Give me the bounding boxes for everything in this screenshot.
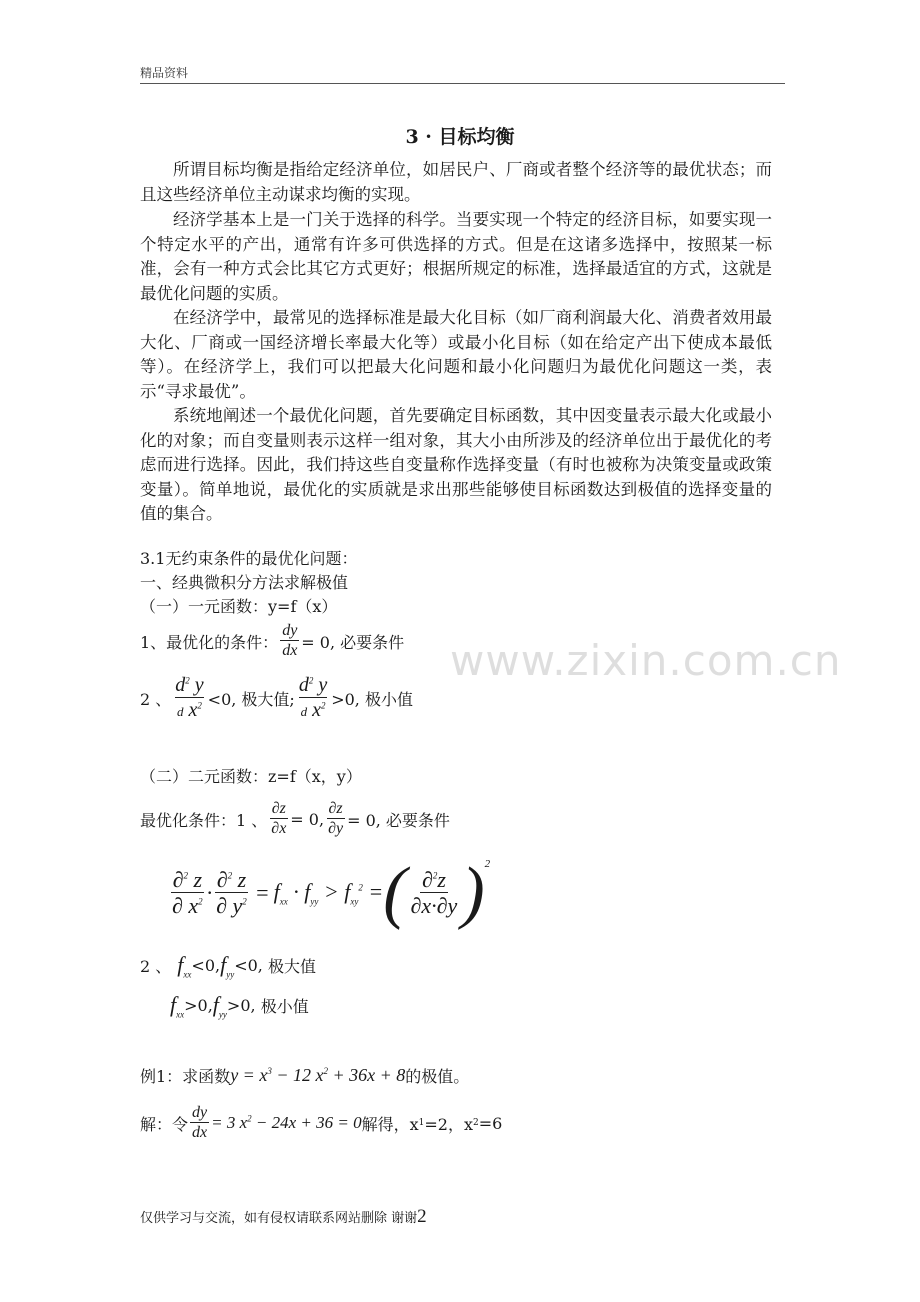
two-var-condition-suffix: = 0, 必要条件 (347, 810, 450, 830)
two-variable-heading: （二）二元函数：z=f（x，y） (140, 767, 362, 786)
max-label: 极大值 (267, 957, 316, 977)
paragraph-2: 经济学基本上是一门关于选择的科学。当要实现一个特定的经济目标，如要实现一个特定水平的产出，通常有许多可供选择的方式。但是在这诸多选择中，按照某一标准，会有一种方式会比其它方式更好；根据所规定的标准，选择最适宜的方式，这就是最优化问题的实质。 (140, 210, 772, 303)
section-title: 3 · 目标均衡 (405, 126, 515, 148)
method-heading: 一、经典微积分方法求解极值 (140, 573, 349, 592)
solution-prefix: 解：令 (140, 1114, 189, 1134)
page-header-label: 精品资料 (140, 66, 189, 80)
condition-1-suffix: = 0, 必要条件 (301, 632, 405, 652)
example-suffix: 的极值。 (405, 1067, 470, 1086)
paragraph-3: 在经济学中，最常见的选择标准是最大化目标（如厂商利润最大化、消费者效用最大化、厂商或一国经济增长率最大化等）或最小化目标（如在给定产出下使成本最低等）。在经济学上，我们可以把最大化问题和最小化问题归为最优化问题这一类，表示“寻求最优”。 (140, 308, 772, 401)
dy-dx-fraction: $\frac{dy}{dx}$ (282, 622, 298, 660)
max-condition-row: 2 、 $f_{xx}$ <0, $f_{yy}$ <0, 极大值 (140, 952, 316, 980)
solution-x2: =6 (478, 1113, 503, 1133)
header-rule (140, 83, 785, 84)
two-var-condition-prefix: 最优化条件：1 、 (140, 810, 268, 830)
subsection-heading: 3.1无约束条件的最优化问题： (140, 549, 358, 568)
page-number: 2 (417, 1206, 427, 1227)
partial-xy-fraction: $\frac{\partial^2z}{\partial x\cdot\partial y}$ (410, 866, 458, 918)
partial-xx-fraction: $\frac{\partial^2 z}{\partial x^2}$ (172, 866, 203, 918)
condition-2-min: >0, 极小值 (331, 689, 413, 709)
condition-2-max: <0, 极大值; (207, 689, 295, 709)
condition-1-prefix: 1、最优化的条件： (140, 632, 279, 652)
one-variable-heading: （一）一元函数：y=f（x） (140, 597, 338, 616)
left-paren: ( (383, 854, 407, 931)
solution-x1: =2，x (424, 1114, 474, 1134)
hessian-condition: $\frac{\partial^2 z}{\partial x^2}$ · $\frac{\partial^2 z}{\partial y^2}$ = $f_{xx} \cdot f_{yy} > f_{xy}^2$ = ( $\frac{\partial^2z}{\partial x\cdot\partial y}$ ) $^2$ (172, 854, 491, 931)
min-condition-row: $f_{xx}$ >0, $f_{yy}$ >0, 极小值 (170, 992, 309, 1020)
partial-z-x-fraction: $\frac{\partial z}{\partial x}$ (271, 800, 287, 838)
partial-z-y-fraction: $\frac{\partial z}{\partial y}$ (328, 800, 344, 838)
footer (140, 1206, 427, 1228)
footer-text: 仅供学习与交流，如有侵权请联系网站删除 谢谢 (140, 1211, 418, 1226)
partial-yy-fraction: $\frac{\partial^2 z}{\partial y^2}$ (216, 866, 247, 918)
paragraph-4: 系统地阐述一个最优化问题，首先要确定目标函数，其中因变量表示最大化或最小化的对象；而自变量则表示这样一组对象，其大小由所涉及的经济单位出于最优化的考虑而进行选择。因此，我们持这些自变量称作选择变量（有时也被称为决策变量或政策变量）。简单地说，最优化的实质就是求出那些能够使目标函数达到极值的选择变量的值的集合。 (140, 406, 772, 524)
example-row: 例1：求函数 $y = x^3 - 12$ $x^2 + 36x + 8$ 的极值。 (140, 1065, 470, 1086)
second-condition-prefix: 2 、 (140, 957, 172, 977)
second-derivative-fraction-max: $\frac{d^2 y}{d x^2}$ (175, 674, 204, 721)
two-var-condition-1-row: 最优化条件：1 、 $\frac{\partial z}{\partial x}$ = 0, $\frac{\partial z}{\partial y}$ = 0, 必要条件 (140, 800, 450, 838)
condition-1-row (140, 622, 404, 661)
min-label: 极小值 (260, 997, 309, 1017)
right-paren: ) (461, 854, 485, 931)
condition-2-prefix: 2 、 (140, 689, 172, 709)
solution-row: 解：令 $\frac{dy}{dx}$ = 3 $x^2 - 24x + 36 = 0$ 解得，x 1 =2，x 2 =6 (140, 1104, 503, 1142)
solution-dy-dx: $\frac{dy}{dx}$ (192, 1104, 208, 1142)
example-prefix: 例1：求函数 (140, 1067, 231, 1086)
condition-2-row (140, 674, 413, 722)
watermark: www.zixin.com.cn (450, 636, 842, 685)
second-derivative-fraction-min: $\frac{d^2 y}{d x^2}$ (298, 674, 328, 721)
paragraph-1: 所谓目标均衡是指给定经济单位，如居民户、厂商或者整个经济等的最优状态；而且这些经济单位主动谋求均衡的实现。 (140, 160, 772, 204)
solution-suffix: 解得，x (361, 1114, 419, 1134)
